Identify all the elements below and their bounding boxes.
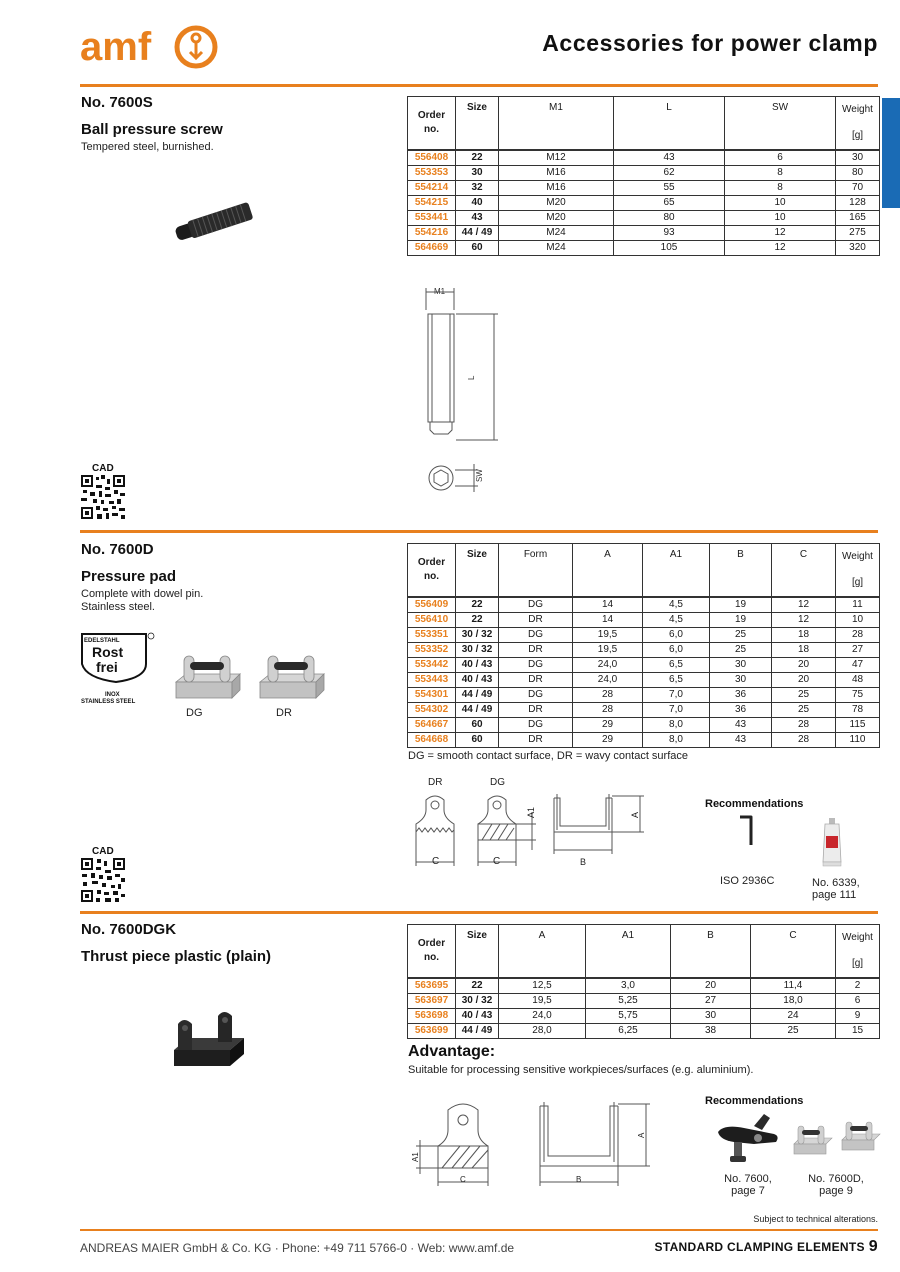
size-cell: 40 / 43	[456, 672, 499, 687]
badge-frei-text: frei	[96, 659, 118, 675]
table-row	[408, 642, 880, 657]
table-row	[408, 597, 880, 612]
size-cell: 60	[456, 717, 499, 732]
order-number[interactable]: 556410	[408, 612, 456, 627]
order-number[interactable]: 553351	[408, 627, 456, 642]
pressure-pad-dr-image	[258, 652, 328, 702]
table-cell: 6	[725, 150, 836, 165]
col-header: B	[671, 925, 751, 979]
col-header: Size	[456, 925, 499, 979]
badge-rost-text: Rost	[92, 644, 124, 660]
table-cell: 80	[836, 165, 880, 180]
order-number[interactable]: 554214	[408, 180, 456, 195]
section-number: No. 7600DGK	[81, 921, 177, 938]
amf-logo	[80, 22, 220, 72]
table-cell: 62	[614, 165, 725, 180]
table-cell: 14	[573, 597, 643, 612]
table-row	[408, 1023, 880, 1038]
table-cell: 320	[836, 240, 880, 255]
size-cell: 40 / 43	[456, 1008, 499, 1023]
table-cell: 65	[614, 195, 725, 210]
order-number[interactable]: 556409	[408, 597, 456, 612]
order-number[interactable]: 564669	[408, 240, 456, 255]
table-cell: 25	[710, 627, 772, 642]
order-number[interactable]: 554302	[408, 702, 456, 717]
table-cell: 18,0	[751, 993, 836, 1008]
table-cell: 30	[671, 1008, 751, 1023]
size-cell: 44 / 49	[456, 702, 499, 717]
table-cell: 19	[710, 597, 772, 612]
table-cell: 6	[836, 993, 880, 1008]
table-cell: 4,5	[643, 612, 710, 627]
table-cell: 27	[671, 993, 751, 1008]
table-cell: 28	[573, 687, 643, 702]
table-cell: 48	[836, 672, 880, 687]
table-cell: 70	[836, 180, 880, 195]
table-row	[408, 1008, 880, 1023]
badge-inox-text: INOX	[105, 692, 120, 698]
table-row	[408, 240, 880, 255]
col-header: B	[710, 544, 772, 598]
table-cell: 19,5	[573, 627, 643, 642]
table-cell: 165	[836, 210, 880, 225]
spec-table-7600s	[407, 96, 880, 256]
footer-company: ANDREAS MAIER GmbH & Co. KG · Phone: +49 711 5766-0 · Web: www.amf.de	[80, 1241, 515, 1255]
table-cell: DR	[499, 672, 573, 687]
size-cell: 22	[456, 150, 499, 165]
order-number[interactable]: 553352	[408, 642, 456, 657]
table-cell: 47	[836, 657, 880, 672]
size-cell: 22	[456, 597, 499, 612]
table-cell: 105	[614, 240, 725, 255]
table-row	[408, 657, 880, 672]
table-row	[408, 993, 880, 1008]
table-cell: 25	[710, 642, 772, 657]
recommendations-title: Recommendations	[705, 1095, 804, 1107]
pressure-pads-image	[792, 1118, 882, 1158]
pressure-pad-dg-image	[174, 652, 244, 702]
table-cell: M12	[499, 150, 614, 165]
technical-drawing-7600s	[408, 284, 508, 499]
col-header: C	[751, 925, 836, 979]
table-cell: 20	[772, 657, 836, 672]
table-row	[408, 732, 880, 747]
size-cell: 30 / 32	[456, 993, 499, 1008]
size-cell: 22	[456, 612, 499, 627]
table-cell: DR	[499, 732, 573, 747]
table-cell: 93	[614, 225, 725, 240]
table-cell: 2	[836, 978, 880, 993]
subject-to-alterations: Subject to technical alterations.	[753, 1214, 878, 1224]
size-cell: 30 / 32	[456, 627, 499, 642]
table-cell: 25	[772, 702, 836, 717]
technical-drawing-7600d	[408, 772, 658, 872]
order-number[interactable]: 563695	[408, 978, 456, 993]
size-cell: 40 / 43	[456, 657, 499, 672]
cad-label: CAD	[92, 463, 114, 474]
table-row	[408, 210, 880, 225]
table-row	[408, 717, 880, 732]
table-cell: 6,25	[586, 1023, 671, 1038]
col-header: A	[573, 544, 643, 598]
drawing-label-dg: DG	[490, 777, 505, 788]
header-rule	[80, 84, 878, 87]
table-cell: 78	[836, 702, 880, 717]
section-divider	[80, 530, 878, 533]
order-number[interactable]: 563699	[408, 1023, 456, 1038]
spec-table-7600dgk	[407, 924, 880, 1039]
recommendations-title: Recommendations	[705, 798, 804, 810]
table-row	[408, 165, 880, 180]
table-cell: DR	[499, 702, 573, 717]
size-cell: 43	[456, 210, 499, 225]
grease-tube-image	[818, 818, 846, 868]
table-cell: DR	[499, 612, 573, 627]
technical-drawing-7600dgk	[408, 1096, 658, 1191]
table-cell: 43	[614, 150, 725, 165]
table-row	[408, 978, 880, 993]
table-cell: 128	[836, 195, 880, 210]
table-cell: 18	[772, 642, 836, 657]
footer-rule	[80, 1229, 878, 1231]
table-cell: DR	[499, 642, 573, 657]
table-cell: 28	[772, 717, 836, 732]
badge-bottom-text: STAINLESS STEEL	[81, 699, 136, 705]
table-cell: 11	[836, 597, 880, 612]
table-cell: 36	[710, 702, 772, 717]
table-cell: 55	[614, 180, 725, 195]
table-cell: M16	[499, 165, 614, 180]
table-cell: 5,75	[586, 1008, 671, 1023]
dim-label-a: A	[637, 1132, 646, 1138]
size-cell: 40	[456, 195, 499, 210]
dim-label-c: C	[432, 856, 440, 867]
chapter-tab[interactable]	[882, 98, 900, 208]
size-cell: 22	[456, 978, 499, 993]
table-cell: 275	[836, 225, 880, 240]
table-cell: DG	[499, 657, 573, 672]
order-number[interactable]: 563697	[408, 993, 456, 1008]
size-cell: 44 / 49	[456, 225, 499, 240]
section-name: Ball pressure screw	[81, 121, 223, 138]
dim-label-b: B	[580, 857, 587, 867]
table-cell: 8,0	[643, 732, 710, 747]
table-cell: 5,25	[586, 993, 671, 1008]
table-cell: 3,0	[586, 978, 671, 993]
stainless-steel-badge	[80, 630, 156, 706]
table-cell: 18	[772, 627, 836, 642]
table-row	[408, 672, 880, 687]
size-cell: 30	[456, 165, 499, 180]
table-cell: 20	[671, 978, 751, 993]
order-number[interactable]: 553441	[408, 210, 456, 225]
footer-catalog	[655, 1238, 878, 1256]
table-cell: 8	[725, 165, 836, 180]
table-cell: 80	[614, 210, 725, 225]
order-number[interactable]: 553443	[408, 672, 456, 687]
size-cell: 32	[456, 180, 499, 195]
section-description: Tempered steel, burnished.	[81, 141, 214, 153]
table-cell: 24	[751, 1008, 836, 1023]
col-header: Order no.	[408, 544, 456, 598]
col-header: C	[772, 544, 836, 598]
table-cell: 19,5	[499, 993, 586, 1008]
table-row	[408, 687, 880, 702]
dim-label-b: B	[576, 1175, 582, 1184]
order-number[interactable]: 563698	[408, 1008, 456, 1023]
table-cell: 36	[710, 687, 772, 702]
dim-label-a1: A1	[526, 806, 536, 818]
table-cell: 14	[573, 612, 643, 627]
table-cell: 19,5	[573, 642, 643, 657]
col-header: SW	[725, 97, 836, 151]
order-number[interactable]: 564667	[408, 717, 456, 732]
col-header: L	[614, 97, 725, 151]
table-cell: 29	[573, 717, 643, 732]
size-cell: 30 / 32	[456, 642, 499, 657]
col-header: A	[499, 925, 586, 979]
cad-qr-code[interactable]	[81, 858, 125, 902]
col-header: M1	[499, 97, 614, 151]
table-cell: DG	[499, 627, 573, 642]
power-clamp-7600-image	[714, 1112, 784, 1168]
table-cell: 6,5	[643, 672, 710, 687]
recommendation-label[interactable]: No. 6339, page 111	[812, 877, 860, 901]
table-cell: 28	[836, 627, 880, 642]
table-row	[408, 150, 880, 165]
table-cell: 10	[725, 210, 836, 225]
table-row	[408, 195, 880, 210]
table-cell: 43	[710, 732, 772, 747]
dim-label-a1: A1	[411, 1152, 420, 1162]
table-cell: 6,0	[643, 642, 710, 657]
table-cell: 12	[772, 597, 836, 612]
dim-label-c: C	[460, 1175, 466, 1184]
table-cell: 28	[573, 702, 643, 717]
col-header: Size	[456, 97, 499, 151]
table-cell: 7,0	[643, 702, 710, 717]
table-cell: 6,5	[643, 657, 710, 672]
table-row	[408, 180, 880, 195]
cad-label: CAD	[92, 846, 114, 857]
table-cell: 28	[772, 732, 836, 747]
table-cell: 11,4	[751, 978, 836, 993]
order-number[interactable]: 554215	[408, 195, 456, 210]
table-cell: 12	[772, 612, 836, 627]
section-number: No. 7600D	[81, 541, 154, 558]
drawing-label-dr: DR	[428, 777, 443, 788]
table-cell: 10	[725, 195, 836, 210]
size-cell: 60	[456, 732, 499, 747]
table-cell: 6,0	[643, 627, 710, 642]
table-cell: 4,5	[643, 597, 710, 612]
table-cell: 19	[710, 612, 772, 627]
col-header-weight: Weight [g]	[836, 544, 880, 598]
size-cell: 60	[456, 240, 499, 255]
product-label-dr: DR	[276, 707, 292, 719]
table-cell: 28,0	[499, 1023, 586, 1038]
section-name: Pressure pad	[81, 568, 177, 585]
table-cell: 9	[836, 1008, 880, 1023]
order-number[interactable]: 564668	[408, 732, 456, 747]
order-number[interactable]: 556408	[408, 150, 456, 165]
table-cell: 20	[772, 672, 836, 687]
thrust-piece-plastic-image	[170, 1010, 250, 1070]
table-cell: 24,0	[573, 672, 643, 687]
badge-top-text: EDELSTAHL	[84, 638, 120, 644]
table-cell: 7,0	[643, 687, 710, 702]
dim-label-l: L	[467, 375, 476, 380]
table-cell: 75	[836, 687, 880, 702]
allen-key-icon	[738, 814, 758, 848]
table-row	[408, 627, 880, 642]
table-row	[408, 612, 880, 627]
table-cell: 24,0	[499, 1008, 586, 1023]
recommendation-label[interactable]: ISO 2936C	[720, 875, 775, 887]
table-cell: 10	[836, 612, 880, 627]
table-cell: 12	[725, 225, 836, 240]
advantage-title: Advantage:	[408, 1043, 496, 1060]
table-cell: 30	[710, 657, 772, 672]
recommendation-label[interactable]: No. 7600D, page 9	[808, 1173, 864, 1197]
table-cell: M20	[499, 210, 614, 225]
product-label-dg: DG	[186, 707, 203, 719]
table-cell: 115	[836, 717, 880, 732]
table-cell: M20	[499, 195, 614, 210]
cad-qr-code[interactable]	[81, 475, 125, 519]
table-cell: M24	[499, 240, 614, 255]
dim-label-c: C	[493, 856, 501, 867]
page-number: 9	[868, 1238, 878, 1255]
table-cell: 43	[710, 717, 772, 732]
table-cell: M24	[499, 225, 614, 240]
table-cell: 110	[836, 732, 880, 747]
table-cell: 38	[671, 1023, 751, 1038]
table-cell: DG	[499, 717, 573, 732]
col-header-weight: Weight [g]	[836, 925, 880, 979]
section-description: Complete with dowel pin.	[81, 588, 204, 600]
section-name: Thrust piece plastic (plain)	[81, 948, 272, 965]
recommendation-label[interactable]: No. 7600, page 7	[724, 1173, 772, 1197]
order-number[interactable]: 554216	[408, 225, 456, 240]
advantage-text: Suitable for processing sensitive workpieces/surfaces (e.g. aluminium).	[408, 1064, 754, 1076]
section-divider	[80, 911, 878, 914]
table-cell: DG	[499, 687, 573, 702]
table-cell: DG	[499, 597, 573, 612]
dim-label-a: A	[630, 811, 640, 818]
table-cell: 12,5	[499, 978, 586, 993]
spec-table-7600d	[407, 543, 880, 748]
col-header: Form	[499, 544, 573, 598]
table-cell: 25	[751, 1023, 836, 1038]
table-cell: 25	[772, 687, 836, 702]
table-row	[408, 225, 880, 240]
size-cell: 44 / 49	[456, 687, 499, 702]
order-number[interactable]: 554301	[408, 687, 456, 702]
footer-catalog-title: STANDARD CLAMPING ELEMENTS	[654, 1240, 865, 1254]
ball-pressure-screw-image	[168, 190, 268, 250]
table-cell: 8,0	[643, 717, 710, 732]
col-header-weight: Weight [g]	[836, 97, 880, 151]
table-cell: M16	[499, 180, 614, 195]
table-cell: 27	[836, 642, 880, 657]
table-cell: 8	[725, 180, 836, 195]
logo-text: amf	[80, 25, 152, 69]
col-header: Size	[456, 544, 499, 598]
table-cell: 30	[710, 672, 772, 687]
section-number: No. 7600S	[81, 94, 153, 111]
surface-note: DG = smooth contact surface, DR = wavy contact surface	[408, 750, 689, 762]
table-cell: 15	[836, 1023, 880, 1038]
col-header: A1	[643, 544, 710, 598]
dim-label-m1: M1	[434, 287, 446, 296]
dim-label-sw: SW	[475, 469, 484, 482]
table-cell: 29	[573, 732, 643, 747]
col-header: A1	[586, 925, 671, 979]
table-cell: 30	[836, 150, 880, 165]
page-title: Accessories for power clamp	[542, 30, 878, 56]
section-description: Stainless steel.	[81, 601, 155, 613]
order-number[interactable]: 553353	[408, 165, 456, 180]
col-header: Order no.	[408, 97, 456, 151]
table-cell: 12	[725, 240, 836, 255]
size-cell: 44 / 49	[456, 1023, 499, 1038]
table-cell: 24,0	[573, 657, 643, 672]
col-header: Order no.	[408, 925, 456, 979]
order-number[interactable]: 553442	[408, 657, 456, 672]
table-row	[408, 702, 880, 717]
